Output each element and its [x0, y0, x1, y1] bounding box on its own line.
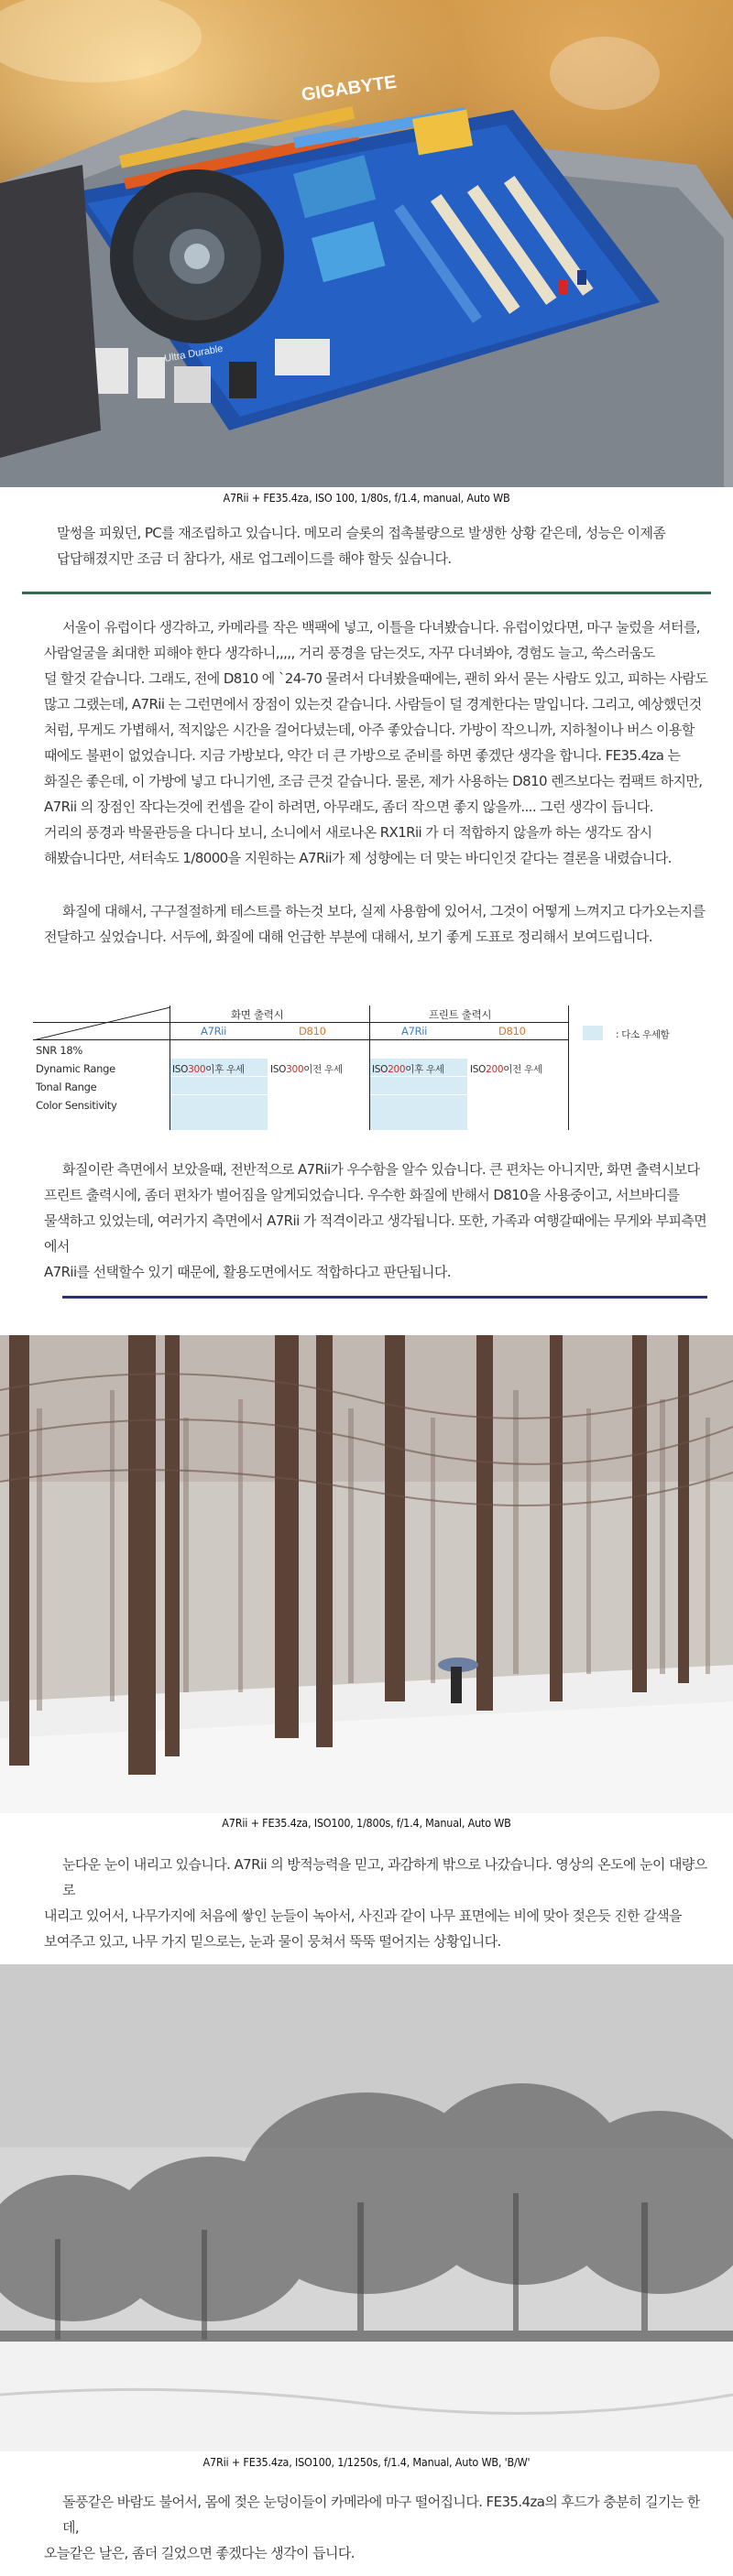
intro-paragraph	[57, 520, 698, 571]
group-header-screen: 화면 출력시	[231, 1008, 284, 1021]
body-paragraph-1	[44, 614, 713, 871]
cam-a-header: A7Rii	[201, 1025, 227, 1038]
iso-prefix: ISO	[270, 1064, 287, 1075]
text-line: 화질은 좋은데, 이 가방에 넣고 다니기엔, 조금 큰것 같습니다. 물론, 제가 사용하는 D810 렌즈보다는 컴팩트 하지만,	[44, 773, 703, 789]
text-line: 서울이 유럽이다 생각하고, 카메라를 작은 백팩에 넣고, 이틀을 다녀봤습니다. 유럽이었다면, 마구 눌렀을 셔터를,	[62, 619, 700, 636]
iso-prefix: ISO	[172, 1064, 189, 1075]
iso-value: 200	[388, 1064, 406, 1075]
snowy-forest-photo	[0, 1335, 733, 1813]
cam-b-header: D810	[299, 1025, 326, 1038]
highlight-cell	[370, 1095, 467, 1130]
iso-prefix: ISO	[470, 1064, 487, 1075]
iso-suffix: 이후 우세	[205, 1064, 245, 1075]
iso-suffix: 이전 우세	[303, 1064, 343, 1075]
text-line: A7Rii 의 장점인 작다는것에 컨셉을 같이 하려면, 아무래도, 좀더 작으면 좋지 않을까.... 그런 생각이 듭니다.	[44, 799, 653, 815]
table-rule	[568, 1005, 569, 1130]
motherboard-photo	[0, 0, 733, 487]
iso-value: 200	[486, 1064, 504, 1075]
body-paragraph-5	[44, 2489, 713, 2566]
text-line: 사람얼굴을 최대한 피해야 한다 생각하니,,,,, 거리 풍경을 담는것도, 자꾸 다녀봐야, 경험도 늘고, 쑥스러움도	[44, 645, 655, 661]
iso-value: 300	[188, 1064, 206, 1075]
body-paragraph-4	[44, 1852, 713, 1954]
text-line: 거리의 풍경과 박물관등을 다니다 보니, 소니에서 새로나온 RX1Rii 가 더 적합하지 않을까 하는 생각도 잠시	[44, 824, 652, 841]
text-line: 돌풍같은 바람도 불어서, 몸에 젖은 눈덩이들이 카메라에 마구 떨어집니다. FE35.4za의 후드가 충분히 길기는 한데,	[62, 2494, 700, 2536]
legend-swatch	[583, 1026, 603, 1040]
bw-snowy-trees-photo	[0, 1964, 733, 2451]
board-brand-label: GIGABYTE	[300, 71, 399, 105]
highlight-cell	[370, 1077, 467, 1094]
photo2-caption: A7Rii + FE35.4za, ISO100, 1/800s, f/1.4, Manual, Auto WB	[222, 1816, 511, 1830]
photo1-caption: A7Rii + FE35.4za, ISO 100, 1/80s, f/1.4, manual, Auto WB	[223, 491, 510, 505]
iso-value: 300	[286, 1064, 304, 1075]
cam-b-header: D810	[498, 1025, 526, 1038]
text-line: 때에도 불편이 없었습니다. 지금 가방보다, 약간 더 큰 가방으로 준비를 하면 좋겠단 생각을 합니다. FE35.4za 는	[44, 747, 681, 764]
text-line: 덜 할것 같습니다. 그래도, 전에 D810 에 `24-70 물려서 다녀봤을때에는, 괜히 와서 묻는 사람도 있고, 피하는 사람도	[44, 670, 708, 687]
highlight-cell	[170, 1077, 268, 1094]
text-line: 답답해졌지만 조금 더 참다가, 새로 업그레이드를 해야 할듯 싶습니다.	[57, 550, 452, 567]
iso-suffix: 이전 우세	[503, 1064, 542, 1075]
body-paragraph-2	[44, 898, 713, 950]
row-label: Tonal Range	[36, 1081, 97, 1093]
text-line: 화질이란 측면에서 보았을때, 전반적으로 A7Rii가 우수함을 알수 있습니다. 큰 편차는 아니지만, 화면 출력시보다	[62, 1161, 700, 1178]
highlight-cell	[170, 1095, 268, 1130]
text-line: 프린트 출력시에, 좀더 편차가 벌어짐을 알게되었습니다. 우수한 화질에 반해서 D810을 사용중이고, 서브바디를	[44, 1187, 680, 1203]
text-line: 말썽을 피웠던, PC를 재조립하고 있습니다. 메모리 슬롯의 접촉불량으로 발생한 상황 같은데, 성능은 이제좀	[57, 525, 666, 541]
table-diagonal	[33, 1005, 170, 1040]
group-header-print: 프린트 출력시	[429, 1008, 492, 1021]
text-line: 보여주고 있고, 나무 가지 밑으로는, 눈과 물이 뭉쳐서 뚝뚝 떨어지는 상황입니다.	[44, 1933, 501, 1950]
body-paragraph-3	[44, 1157, 713, 1285]
text-line: A7Rii를 선택할수 있기 때문에, 활용도면에서도 적합하다고 판단됩니다.	[44, 1264, 451, 1280]
divider-navy	[62, 1296, 707, 1299]
text-line: 눈다운 눈이 내리고 있습니다. A7Rii 의 방적능력을 믿고, 과감하게 밖으로 나갔습니다. 영상의 온도에 눈이 대량으로	[62, 1856, 707, 1898]
bw-trees-illustration	[0, 1964, 733, 2451]
forest-illustration	[0, 1335, 733, 1813]
board-cooler-label: Ultra Durable	[163, 342, 224, 364]
text-line: 내리고 있어서, 나무가지에 처음에 쌓인 눈들이 녹아서, 사진과 같이 나무 표면에는 비에 맞아 젖은듯 진한 갈색을	[44, 1908, 682, 1924]
text-line: 물색하고 있었는데, 여러가지 측면에서 A7Rii 가 적격이라고 생각됩니다. 또한, 가족과 여행갈때에는 무게와 부피측면에서	[44, 1212, 707, 1255]
text-line: 처럼, 무게도 가볍해서, 적지않은 시간을 걸어다녔는데, 아주 좋았습니다. 가방이 작으니까, 지하철이나 버스 이용할	[44, 722, 695, 738]
dr-print-a7rii	[372, 1062, 444, 1076]
text-line: 많고 그랬는데, A7Rii 는 그런면에서 장점이 있는것 같습니다. 사람들이 덜 경계한다는 말입니다. 그리고, 예상했던것	[44, 696, 702, 712]
motherboard-illustration	[0, 0, 733, 487]
row-label: SNR 18%	[36, 1044, 83, 1057]
dr-screen-a7rii	[172, 1062, 245, 1076]
row-label: Dynamic Range	[36, 1062, 115, 1075]
cam-a-header: A7Rii	[401, 1025, 428, 1038]
row-label: Color Sensitivity	[36, 1099, 117, 1112]
text-line: 해봤습니다만, 셔터속도 1/8000을 지원하는 A7Rii가 제 성향에는 더 맞는 바디인것 같다는 결론을 내렸습니다.	[44, 850, 672, 866]
text-line: 오늘같은 날은, 좀더 길었으면 좋겠다는 생각이 듭니다.	[44, 2545, 355, 2561]
legend-label: : 다소 우세함	[616, 1029, 670, 1040]
dr-print-d810	[470, 1062, 542, 1076]
text-line: 전달하고 싶었습니다. 서두에, 화질에 대해 언급한 부분에 대해서, 보기 좋게 도표로 정리해서 보여드립니다.	[44, 929, 652, 945]
divider-green	[22, 592, 711, 594]
text-line: 화질에 대해서, 구구절절하게 테스트를 하는것 보다, 실제 사용함에 있어서, 그것이 어떻게 느껴지고 다가오는지를	[62, 903, 706, 919]
photo3-caption: A7Rii + FE35.4za, ISO100, 1/1250s, f/1.4, Manual, Auto WB, 'B/W'	[202, 2455, 531, 2469]
iso-suffix: 이후 우세	[405, 1064, 444, 1075]
image-quality-comparison-table	[33, 1005, 702, 1132]
iso-prefix: ISO	[372, 1064, 388, 1075]
dr-screen-d810	[270, 1062, 343, 1076]
